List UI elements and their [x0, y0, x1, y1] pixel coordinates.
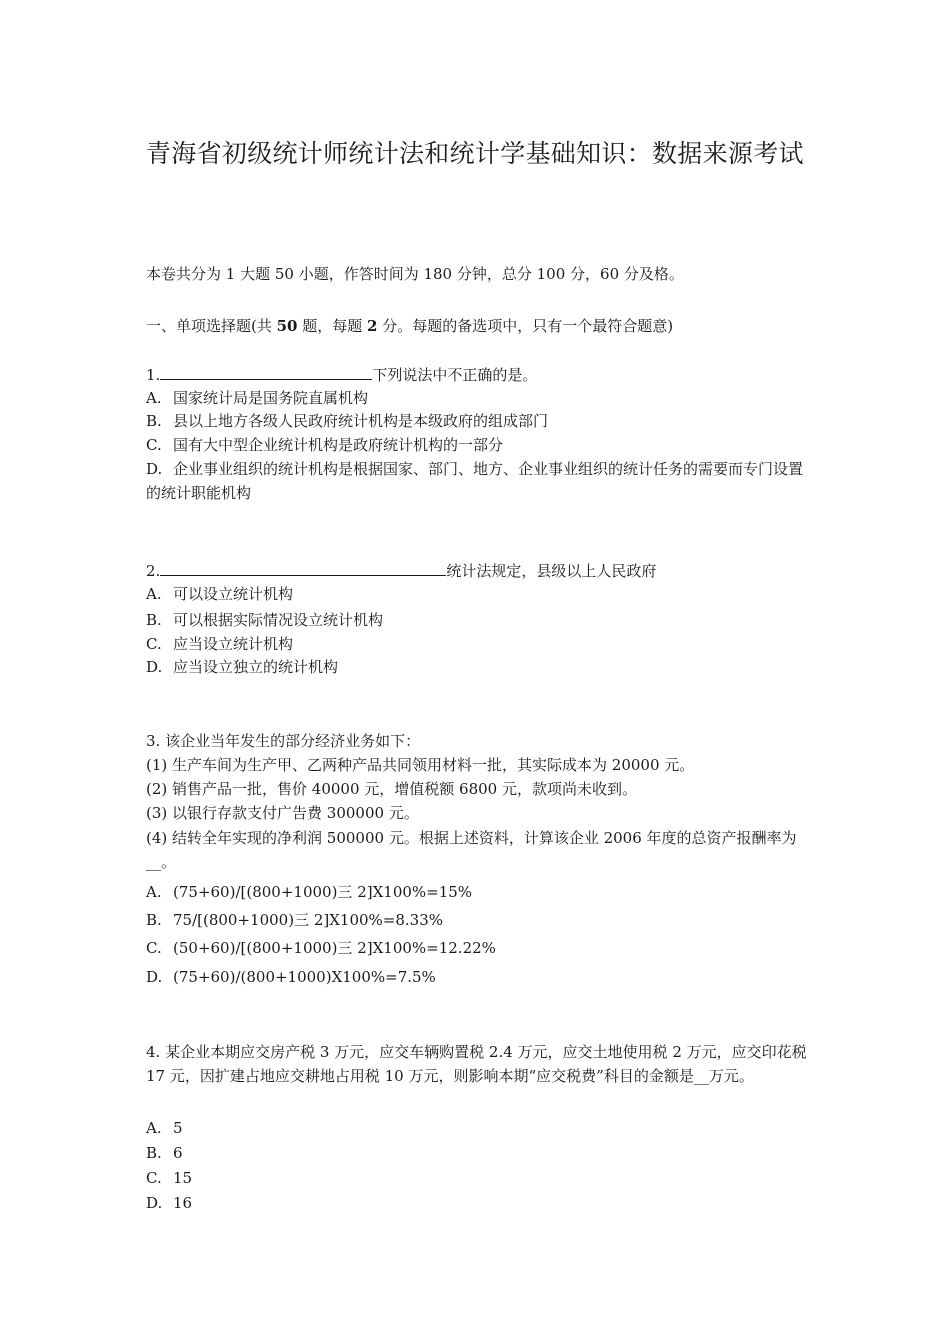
section-heading-mid: 题，每题: [297, 317, 368, 335]
section-heading-pre: 一、单项选择题(共: [146, 317, 277, 335]
section-heading: [146, 315, 673, 337]
question-2-stem: [146, 560, 656, 582]
option-label: B.: [146, 412, 162, 430]
question-4-option-a: [146, 1117, 183, 1139]
option-label: C.: [146, 436, 162, 454]
option-text: (75+60)/(800+1000)X100%=7.5%: [173, 968, 436, 986]
answer-blank: [160, 560, 446, 576]
question-3-item-3: (3) 以银行存款支付广告费 300000 元。: [146, 804, 419, 822]
question-3-option-c: [146, 937, 496, 959]
question-1-option-c: [146, 434, 503, 456]
option-label: A.: [146, 585, 162, 603]
option-text: (50+60)/[(800+1000)三 2]X100%=12.22%: [173, 939, 496, 957]
option-text: 16: [173, 1194, 193, 1212]
document-title: 青海省初级统计师统计法和统计学基础知识：数据来源考试: [146, 139, 804, 168]
question-3-item-1: (1) 生产车间为生产甲、乙两种产品共同领用材料一批，其实际成本为 20000 元。: [146, 756, 695, 774]
option-label: B.: [146, 1144, 162, 1162]
question-2-option-b: [146, 609, 383, 631]
option-text: 6: [173, 1144, 183, 1162]
question-count: 50: [276, 317, 298, 335]
option-label: D.: [146, 1194, 163, 1212]
option-text: 国家统计局是国务院直属机构: [173, 389, 369, 407]
question-2-number: 2.: [146, 562, 161, 580]
question-3-option-b: [146, 909, 443, 931]
question-1-number: 1.: [146, 366, 161, 384]
section-heading-post: 分。每题的备选项中，只有一个最符合题意): [377, 317, 674, 335]
exam-intro: 本卷共分为 1 大题 50 小题，作答时间为 180 分钟，总分 100 分，60 分及格。: [146, 265, 684, 283]
option-label: A.: [146, 389, 162, 407]
option-text: 县以上地方各级人民政府统计机构是本级政府的组成部门: [173, 412, 549, 430]
option-text: (75+60)/[(800+1000)三 2]X100%=15%: [173, 883, 473, 901]
question-2-option-d: [146, 656, 338, 678]
question-2-text: 统计法规定，县级以上人民政府: [446, 562, 657, 580]
option-text: 可以设立统计机构: [173, 585, 294, 603]
option-text: 国有大中型企业统计机构是政府统计机构的一部分: [173, 436, 504, 454]
question-3-item-4: (4) 结转全年实现的净利润 500000 元。根据上述资料，计算该企业 2006 年度的总资产报酬率为__。: [146, 829, 797, 871]
answer-blank: [160, 364, 372, 380]
question-1-stem: [146, 364, 537, 386]
option-text: 可以根据实际情况设立统计机构: [173, 611, 384, 629]
question-1-text: 下列说法中不正确的是。: [372, 366, 538, 384]
option-label: A.: [146, 883, 162, 901]
question-3-stem: 3. 该企业当年发生的部分经济业务如下：: [146, 732, 421, 750]
option-text: 15: [173, 1169, 193, 1187]
option-text: 应当设立统计机构: [173, 635, 294, 653]
question-1-option-d: [146, 457, 814, 505]
question-2-option-c: [146, 633, 293, 655]
option-text: 企业事业组织的统计机构是根据国家、部门、地方、企业事业组织的统计任务的需要而专门设置的统计职能机构: [146, 460, 804, 502]
option-label: C.: [146, 635, 162, 653]
option-text: 5: [173, 1119, 183, 1137]
question-3-item-2: (2) 销售产品一批，售价 40000 元，增值税额 6800 元，款项尚未收到。: [146, 780, 637, 798]
option-label: C.: [146, 939, 162, 957]
question-1-option-b: [146, 410, 548, 432]
option-text: 75/[(800+1000)三 2]X100%=8.33%: [173, 911, 444, 929]
option-label: C.: [146, 1169, 162, 1187]
question-1-option-a: [146, 387, 368, 409]
question-4-option-c: [146, 1167, 192, 1189]
question-4-option-d: [146, 1192, 192, 1214]
option-text: 应当设立独立的统计机构: [173, 658, 339, 676]
option-label: D.: [146, 968, 163, 986]
option-label: D.: [146, 658, 163, 676]
question-4-stem: 4. 某企业本期应交房产税 3 万元，应交车辆购置税 2.4 万元，应交土地使用税 2 万元，应交印花税 17 元，因扩建占地应交耕地占用税 10 万元，则影响本期“应交税费”科目的金额是__万元。: [146, 1043, 807, 1085]
question-2-option-a: [146, 583, 293, 605]
question-3-option-a: [146, 881, 472, 903]
question-score: 2: [367, 317, 378, 335]
option-label: A.: [146, 1119, 162, 1137]
question-4-option-b: [146, 1142, 183, 1164]
option-label: D.: [146, 460, 163, 478]
option-label: B.: [146, 611, 162, 629]
question-3-option-d: [146, 966, 436, 988]
option-label: B.: [146, 911, 162, 929]
